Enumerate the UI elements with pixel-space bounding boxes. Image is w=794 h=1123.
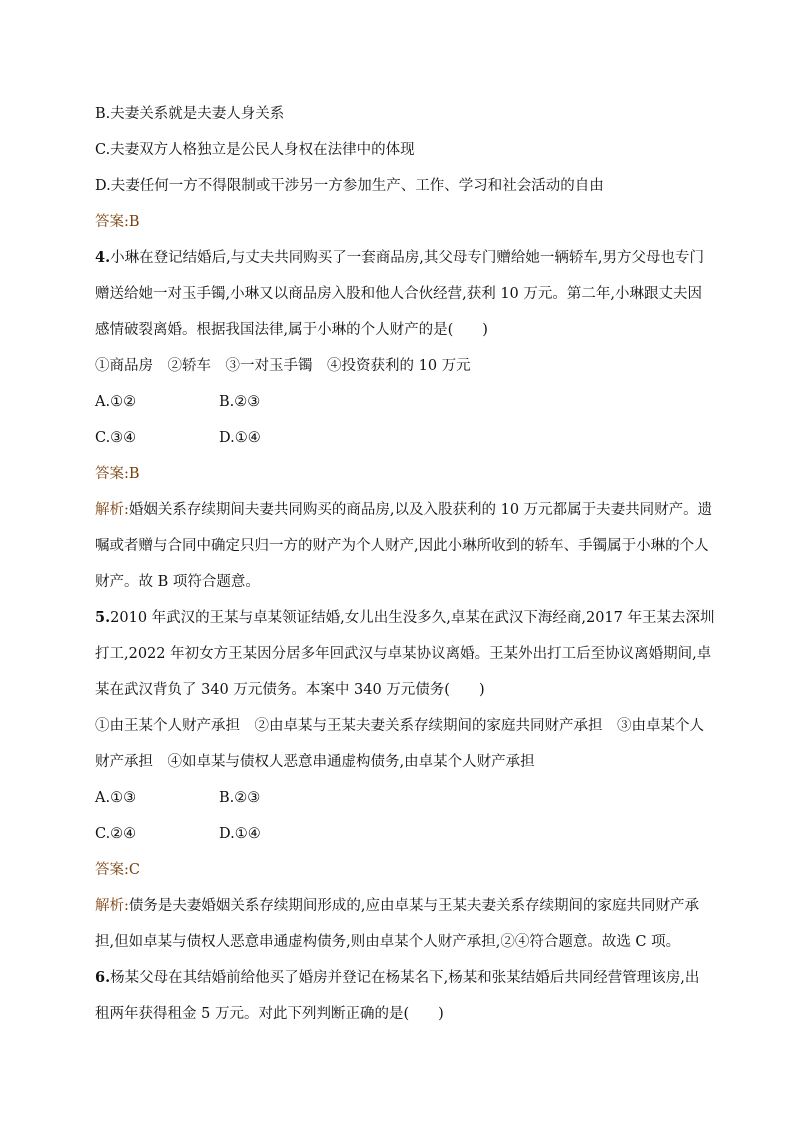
q4-analysis-3: 财产。故 B 项符合题意。 <box>95 574 260 590</box>
q4-options-row-1 <box>95 392 495 412</box>
q3-option-b: B.夫妻关系就是夫妻人身关系 <box>95 106 285 122</box>
q3-answer: 答案:B <box>95 214 140 230</box>
q4-analysis-2: 嘱或者赠与合同中确定只归一方的财产为个人财产,因此小琳所收到的轿车、手镯属于小琳的个人 <box>95 538 709 554</box>
q5-analysis-text-1: 债务是夫妻婚姻关系存续期间形成的,应由卓某与王某夫妻关系存续期间的家庭共同财产承 <box>128 898 699 914</box>
q6-number: 6. <box>95 969 111 986</box>
q4-options-row-2 <box>95 428 495 448</box>
q6-line-1 <box>95 968 699 988</box>
q5-analysis-1 <box>95 896 699 916</box>
q4-answer: 答案:B <box>95 466 140 482</box>
q4-option-c: C.③④ <box>95 430 137 446</box>
q4-items: ①商品房 ②轿车 ③一对玉手镯 ④投资获利的 10 万元 <box>95 358 471 374</box>
q6-stem-1: 杨某父母在其结婚前给他买了婚房并登记在杨某名下,杨某和张某结婚后共同经营管理该房,出 <box>110 970 700 986</box>
q5-items-2: 财产承担 ④如卓某与债权人恶意串通虚构债务,由卓某个人财产承担 <box>95 754 535 770</box>
q5-options-row-1 <box>95 788 495 808</box>
q4-option-d: D.①④ <box>219 430 261 446</box>
q5-number: 5. <box>95 609 111 626</box>
q4-option-a: A.①② <box>95 394 137 410</box>
q5-option-b: B.②③ <box>219 790 261 806</box>
q5-stem-2: 打工,2022 年初女方王某因分居多年回武汉与卓某协议离婚。王某外出打工后至协议离婚期间,卓 <box>95 646 712 662</box>
q5-stem-3: 某在武汉背负了 340 万元债务。本案中 340 万元债务( ) <box>95 682 485 698</box>
q5-option-a: A.①③ <box>95 790 137 806</box>
q4-stem-2: 赠送给她一对玉手镯,小琳又以商品房入股和他人合伙经营,获利 10 万元。第二年,小琳跟丈夫因 <box>95 286 702 302</box>
q4-analysis-label: 解析: <box>95 502 129 518</box>
q4-stem-1: 小琳在登记结婚后,与丈夫共同购买了一套商品房,其父母专门赠给她一辆轿车,男方父母也专门 <box>110 250 704 266</box>
q5-analysis-label: 解析: <box>95 898 129 914</box>
q4-option-b: B.②③ <box>219 394 261 410</box>
q6-stem-2: 租两年获得租金 5 万元。对此下列判断正确的是( ) <box>95 1006 444 1022</box>
q4-analysis-text-1: 婚姻关系存续期间夫妻共同购买的商品房,以及入股获利的 10 万元都属于夫妻共同财产。遗 <box>128 502 713 518</box>
q4-stem-3: 感情破裂离婚。根据我国法律,属于小琳的个人财产的是( ) <box>95 322 488 338</box>
q5-options-row-2 <box>95 824 495 844</box>
q3-option-d: D.夫妻任何一方不得限制或干涉另一方参加生产、工作、学习和社会活动的自由 <box>95 178 604 194</box>
q4-line-1 <box>95 248 704 268</box>
q4-analysis-1 <box>95 500 712 520</box>
q5-line-1 <box>95 608 715 628</box>
q5-option-c: C.②④ <box>95 826 137 842</box>
q5-items-1: ①由王某个人财产承担 ②由卓某与王某夫妻关系存续期间的家庭共同财产承担 ③由卓某个人 <box>95 718 704 734</box>
q3-option-c: C.夫妻双方人格独立是公民人身权在法律中的体现 <box>95 142 415 158</box>
q5-stem-1: 2010 年武汉的王某与卓某领证结婚,女儿出生没多久,卓某在武汉下海经商,2017 年王某去深圳 <box>110 610 715 626</box>
q5-option-d: D.①④ <box>219 826 261 842</box>
q5-answer: 答案:C <box>95 862 140 878</box>
q5-analysis-2: 担,但如卓某与债权人恶意串通虚构债务,则由卓某个人财产承担,②④符合题意。故选 C 项。 <box>95 934 681 950</box>
q4-number: 4. <box>95 249 111 266</box>
